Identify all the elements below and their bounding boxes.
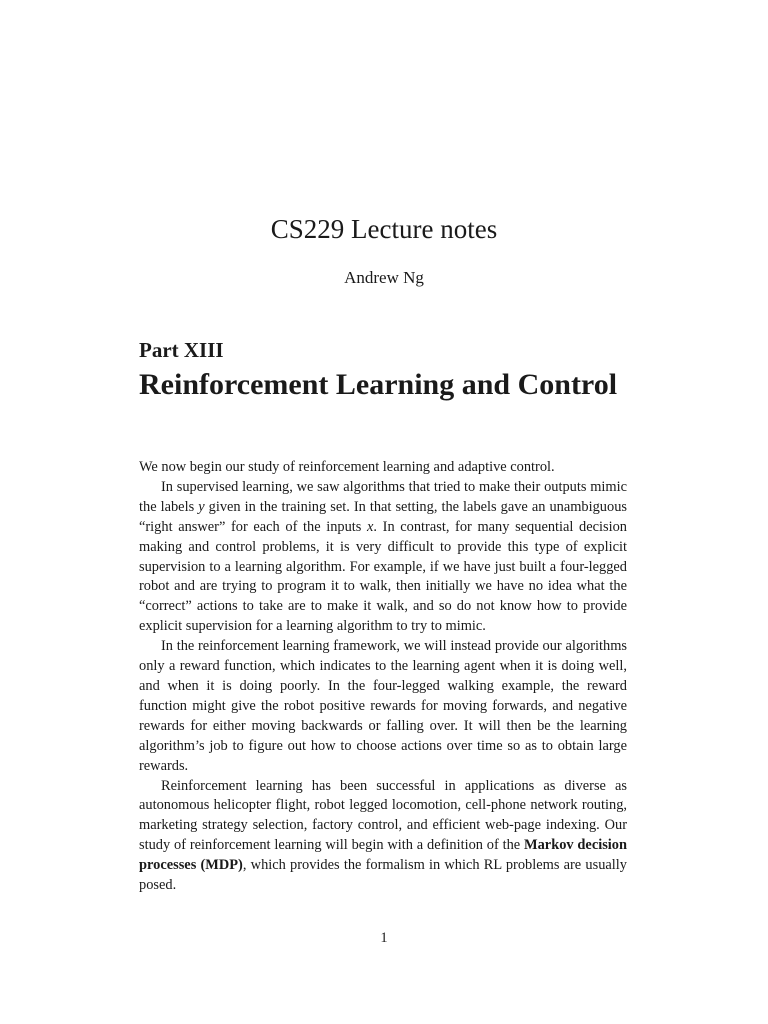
body-text [139,458,627,896]
term-mdp: Markov decision processes (MDP) [139,837,627,874]
document-author: Andrew Ng [344,268,424,287]
paragraph-intro [139,458,627,478]
paragraph-supervised [139,478,627,637]
paragraph-rl-framework [139,637,627,776]
paragraph-supervised-text-b: given in the training set. In that setting, the labels gave an unambiguous “right answer” for each of the inputs [139,498,627,535]
document-title: CS229 Lecture notes [270,214,498,244]
paragraph-intro-text: We now begin our study of reinforcement learning and adaptive control. [139,459,555,475]
part-label: Part XIII [139,338,224,362]
paragraph-supervised-text-c: . In contrast, for many sequential decision making and control problems, it is very difficult to provide this type of explicit supervision to a learning algorithm. For example, if we have just built a four-legged robot and are trying to program it to walk, then initially we have no idea what the “correct” actions to take are to make it walk, and so do not know how to provide explicit supervision for a learning algorithm to try to mimic. [139,518,628,635]
math-variable-y: y [198,498,205,515]
paragraph-applications-text-a: Reinforcement learning has been successful in applications as diverse as autonomous helicopter flight, robot legged locomotion, cell-phone network routing, marketing strategy selection, factory control, and efficient web-page indexing. Our study of reinforcement learning will begin with a definition of the [139,777,627,854]
part-title: Reinforcement Learning and Control [139,368,618,401]
paragraph-applications-text-b: , which provides the formalism in which RL problems are usually posed. [139,857,627,894]
paragraph-supervised-text-a: In supervised learning, we saw algorithms that tried to make their outputs mimic the labels [139,478,627,515]
math-variable-x: x [367,518,374,535]
page-number: 1 [380,930,388,946]
paragraph-rl-framework-text: In the reinforcement learning framework, we will instead provide our algorithms only a reward function, which indicates to the learning agent when it is doing well, and when it is doing poorly. In the four-legged walking example, the reward function might give the robot positive rewards for moving forwards, and negative rewards for either moving backwards or falling over. It will then be the learning algorithm’s job to figure out how to choose actions over time so as to obtain large rewards. [139,638,627,774]
paragraph-applications [139,777,627,896]
